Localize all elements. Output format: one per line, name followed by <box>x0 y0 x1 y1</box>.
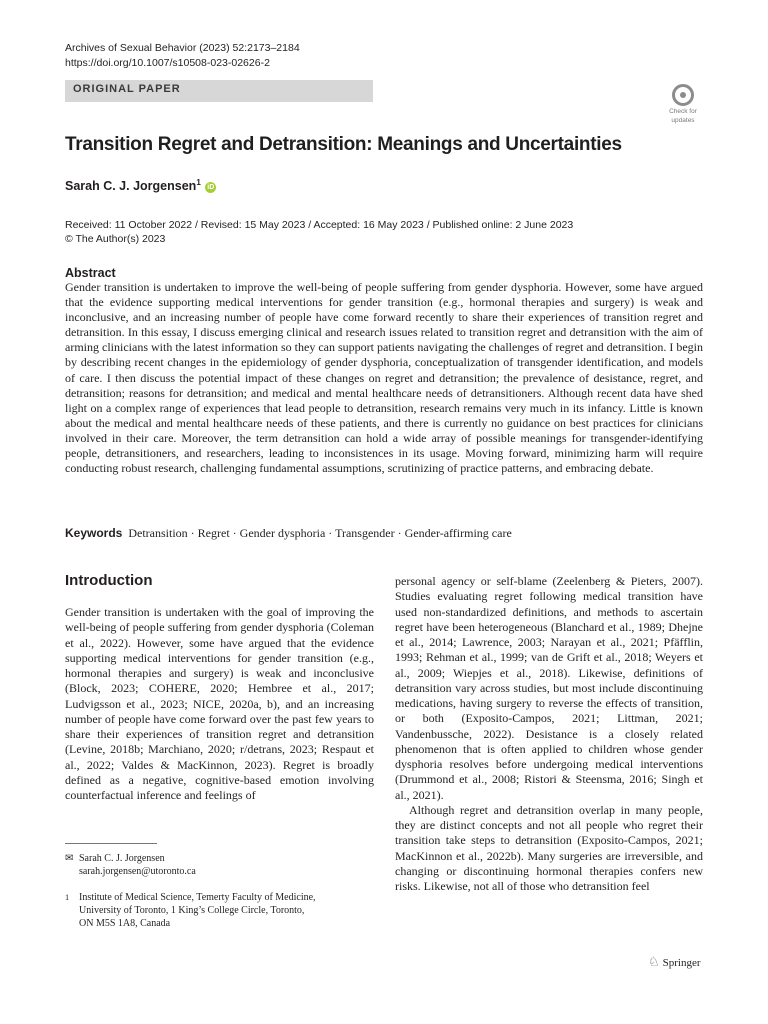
author-name[interactable]: Sarah C. J. Jorgensen <box>65 179 197 194</box>
affiliation-line: ON M5S 1A8, Canada <box>79 918 171 929</box>
paragraph: Although regret and detransition overlap in many people, they are distinct concepts and not all people who regret their transition take steps to detransition (Exposito-Campos, 2021; MacKinnon et al., 2022b). Many surgeries are irreversible, and changing or discontinuing hormonal therapies confers new risks. Likewise, not all of those who detransition feel <box>395 802 703 893</box>
doi-link[interactable]: https://doi.org/10.1007/s10508-023-02626-2 <box>65 57 270 69</box>
keywords-label: Keywords <box>65 526 123 540</box>
dates-line: Received: 11 October 2022 / Revised: 15 May 2023 / Accepted: 16 May 2023 / Published online: 2 June 2023 <box>65 219 574 231</box>
author-affiliation-mark: 1 <box>196 178 201 187</box>
copyright-line: © The Author(s) 2023 <box>65 233 166 245</box>
contact-name: Sarah C. J. Jorgensen <box>79 853 165 864</box>
check-updates-line1: Check for <box>669 108 697 115</box>
introduction-heading: Introduction <box>65 572 153 589</box>
orcid-icon[interactable]: iD <box>207 184 215 192</box>
contact-email[interactable]: sarah.jorgensen@utoronto.ca <box>79 866 196 877</box>
introduction-right-column <box>395 574 703 894</box>
introduction-left-column: Gender transition is undertaken with the goal of improving the well-being of people suffering from gender dysphoria (Coleman et al., 2022). However, some have argued that the evidence supporting medical interventions for gender transition (e.g., hormonal therapies and surgery) is weak and inconclusive (Block, 2023; COHERE, 2020; Hembree et al., 2017; Ludvigsson et al., 2023; NICE, 2020a, b), and an increasing number of people have come forward over the past few years to share their experiences of transition regret and detransition (Levine, 2018b; Marchiano, 2020; r/detrans, 2023; Respaut et al., 2022; Valdes & MacKinnon, 2023). Regret is broadly defined as a negative, cognitive-based emotion involving counterfactual inference and feelings of <box>65 605 374 802</box>
check-updates-line2: updates <box>671 117 695 124</box>
publisher-logo <box>648 954 701 970</box>
affiliation-line: University of Toronto, 1 King’s College Circle, Toronto, <box>79 905 305 916</box>
publisher-name: Springer <box>662 957 701 969</box>
check-for-updates-badge[interactable] <box>664 84 702 124</box>
journal-citation <box>65 41 300 71</box>
corresponding-author-footnote <box>65 852 196 878</box>
keywords-list: Detransition · Regret · Gender dysphoria · Transgender · Gender-affirming care <box>128 526 512 540</box>
affiliation-line: Institute of Medical Science, Temerty Faculty of Medicine, <box>79 892 316 903</box>
journal-line: Archives of Sexual Behavior (2023) 52:2173–2184 <box>65 42 300 54</box>
envelope-icon: ✉ <box>65 853 74 864</box>
abstract-heading: Abstract <box>65 266 116 280</box>
footnote-divider <box>65 843 157 844</box>
author-line <box>65 178 216 193</box>
paper-title: Transition Regret and Detransition: Meanings and Uncertainties <box>65 134 622 155</box>
check-updates-icon <box>672 84 694 106</box>
affiliation-number: 1 <box>65 893 70 902</box>
affiliation-footnote <box>65 891 316 930</box>
article-type-label: ORIGINAL PAPER <box>73 83 181 95</box>
publication-dates <box>65 218 573 246</box>
springer-horse-icon: ♘ <box>648 954 660 969</box>
paragraph: personal agency or self-blame (Zeelenberg & Pieters, 2007). Studies evaluating regret following medical transition have used non-standardized definitions, and methods to ascertain regret have been heterogeneous (Blanchard et al., 1989; Dhejne et al., 2014; Lawrence, 2003; Narayan et al., 2021; Pfäfflin, 1993; Rehman et al., 1999; van de Grift et al., 2018; Weyers et al., 2009; Wiepjes et al., 2018). Likewise, definitions of detransition vary across studies, but most include discontinuing medications, having surgery to reverse the effects of transition, or both (Exposito-Campos, 2021; Littman, 2021; Vandenbussche, 2022). Desistance is a closely related phenomenon that is often applied to children whose gender dysphoria resolves before undergoing medical interventions (Drummond et al., 2008; Ristori & Steensma, 2016; Singh et al., 2021). <box>395 574 703 802</box>
abstract-text: Gender transition is undertaken to improve the well-being of people suffering from gender dysphoria. However, some have argued that the evidence supporting medical interventions for gender transition (e.g., hormonal therapies and surgery) is weak and inconclusive, and an increasing number of people have come forward recently to share their experiences of transition regret and detransition. In this essay, I discuss emerging clinical and research issues related to transition regret and detransition with the aim of arming clinicians with the latest information so they can support patients navigating the challenges of regret and detransition. I begin by describing recent changes in the epidemiology of gender dysphoria, conceptualization of transgender identification, and models of care. I then discuss the potential impact of these changes on regret and detransition; the prevalence of desistance, regret, and detransition; reasons for detransition; and medical and mental healthcare needs of detransitioners. Although recent data have shed light on a complex range of experiences that lead people to detransition, research remains very much in its infancy. Little is known about the medical and mental healthcare needs of these patients, and there is currently no guidance on best practices for clinicians involved in their care. Moreover, the term detransition can hold a wide array of possible meanings for transgender-identifying people, detransitioners, and researchers, leading to inconsistences in its usage. Moving forward, minimizing harm will require conducting robust research, challenging fundamental assumptions, scrutinizing of practice patterns, and embracing debate. <box>65 280 703 476</box>
article-type-banner <box>65 80 373 102</box>
keywords <box>65 526 512 541</box>
